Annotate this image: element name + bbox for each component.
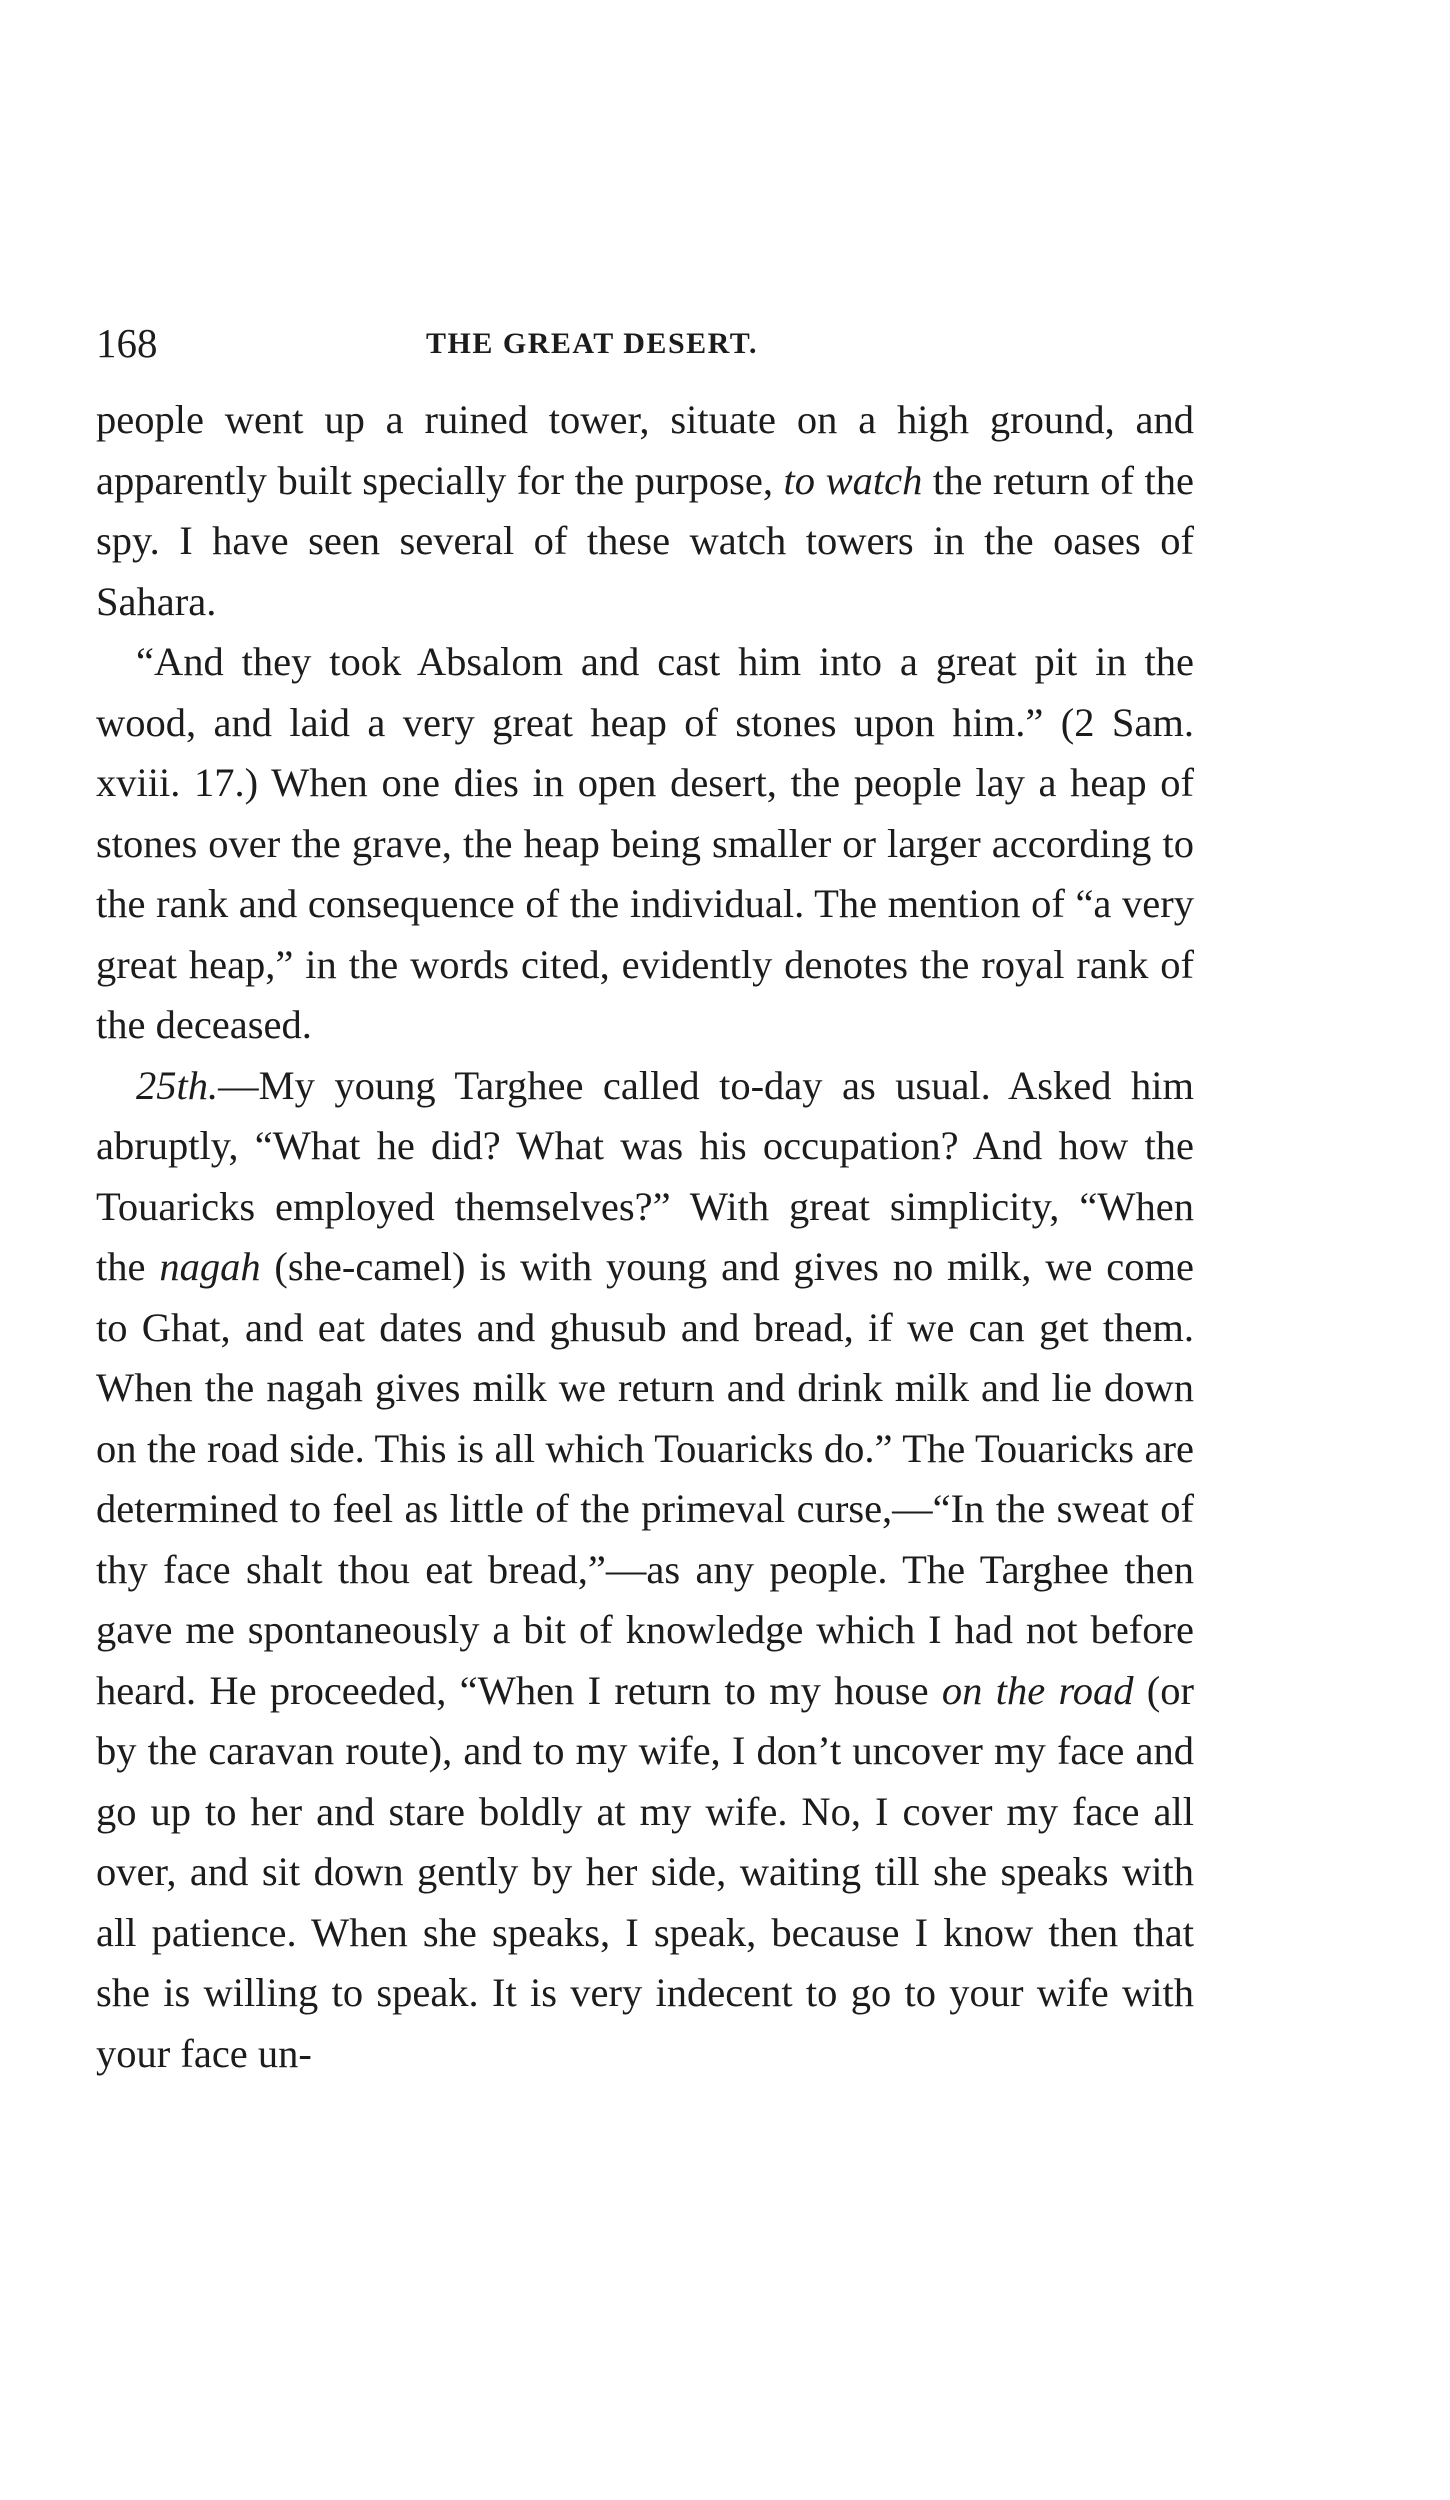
paragraph-2 bbox=[96, 632, 1194, 1056]
body-text bbox=[96, 390, 1194, 2084]
italic-segment: on the road bbox=[941, 1667, 1134, 1713]
italic-segment: to watch bbox=[783, 457, 923, 503]
italic-segment: nagah bbox=[159, 1244, 261, 1289]
text-segment: —My young Targhee called to-day as usual. Asked him abruptly, “What he did? What was his occupation? And how the Touaricks employed themselves?” With great simplicity, “When the bbox=[96, 1062, 1194, 1289]
text-segment: (or by the caravan route), and to my wife, I don’t uncover my face and go up to her and stare boldly at my wife. No, I cover my face all over, and sit down gently by her side, waiting till she speaks with all patience. When she speaks, I speak, because I know then that she is willing to speak. It is very indecent to go to your wife with your face un- bbox=[96, 1667, 1194, 2076]
text-segment: people went up a ruined tower, situate on a high ground, and apparently built specially for the purpose, bbox=[96, 397, 1194, 503]
text-segment: the return of the spy. I have seen several of these watch towers in the oases of Sahara. bbox=[96, 457, 1194, 624]
text-segment: (she-camel) is with young and gives no milk, we come to Ghat, and eat dates and ghusub and bread, if we can get them. When the nagah gives milk we return and drink milk and lie down on the road side. This is all which Touaricks do.” The Touaricks are determined to feel as little of the primeval curse,—“In the sweat of thy face shalt thou eat bread,”—as any people. The Targhee then gave me spontaneously a bit of knowledge which I had not before heard. He proceeded, “When I return to my house bbox=[96, 1244, 1194, 1713]
italic-segment: 25th. bbox=[136, 1062, 219, 1108]
running-title: THE GREAT DESERT. bbox=[426, 327, 759, 360]
text-segment: “And they took Absalom and cast him into a great pit in the wood, and laid a very great heap of stones upon him.” (2 Sam. xviii. 17.) When one dies in open desert, the people lay a heap of stones over the grave, the heap being smaller or larger according to the rank and consequence of the individual. The mention of “a very great heap,” in the words cited, evidently denotes the royal rank of the deceased. bbox=[96, 639, 1194, 1047]
page-header bbox=[96, 318, 1186, 368]
paragraph-1 bbox=[96, 390, 1194, 632]
paragraph-3 bbox=[96, 1056, 1194, 2085]
page-number: 168 bbox=[96, 320, 158, 366]
